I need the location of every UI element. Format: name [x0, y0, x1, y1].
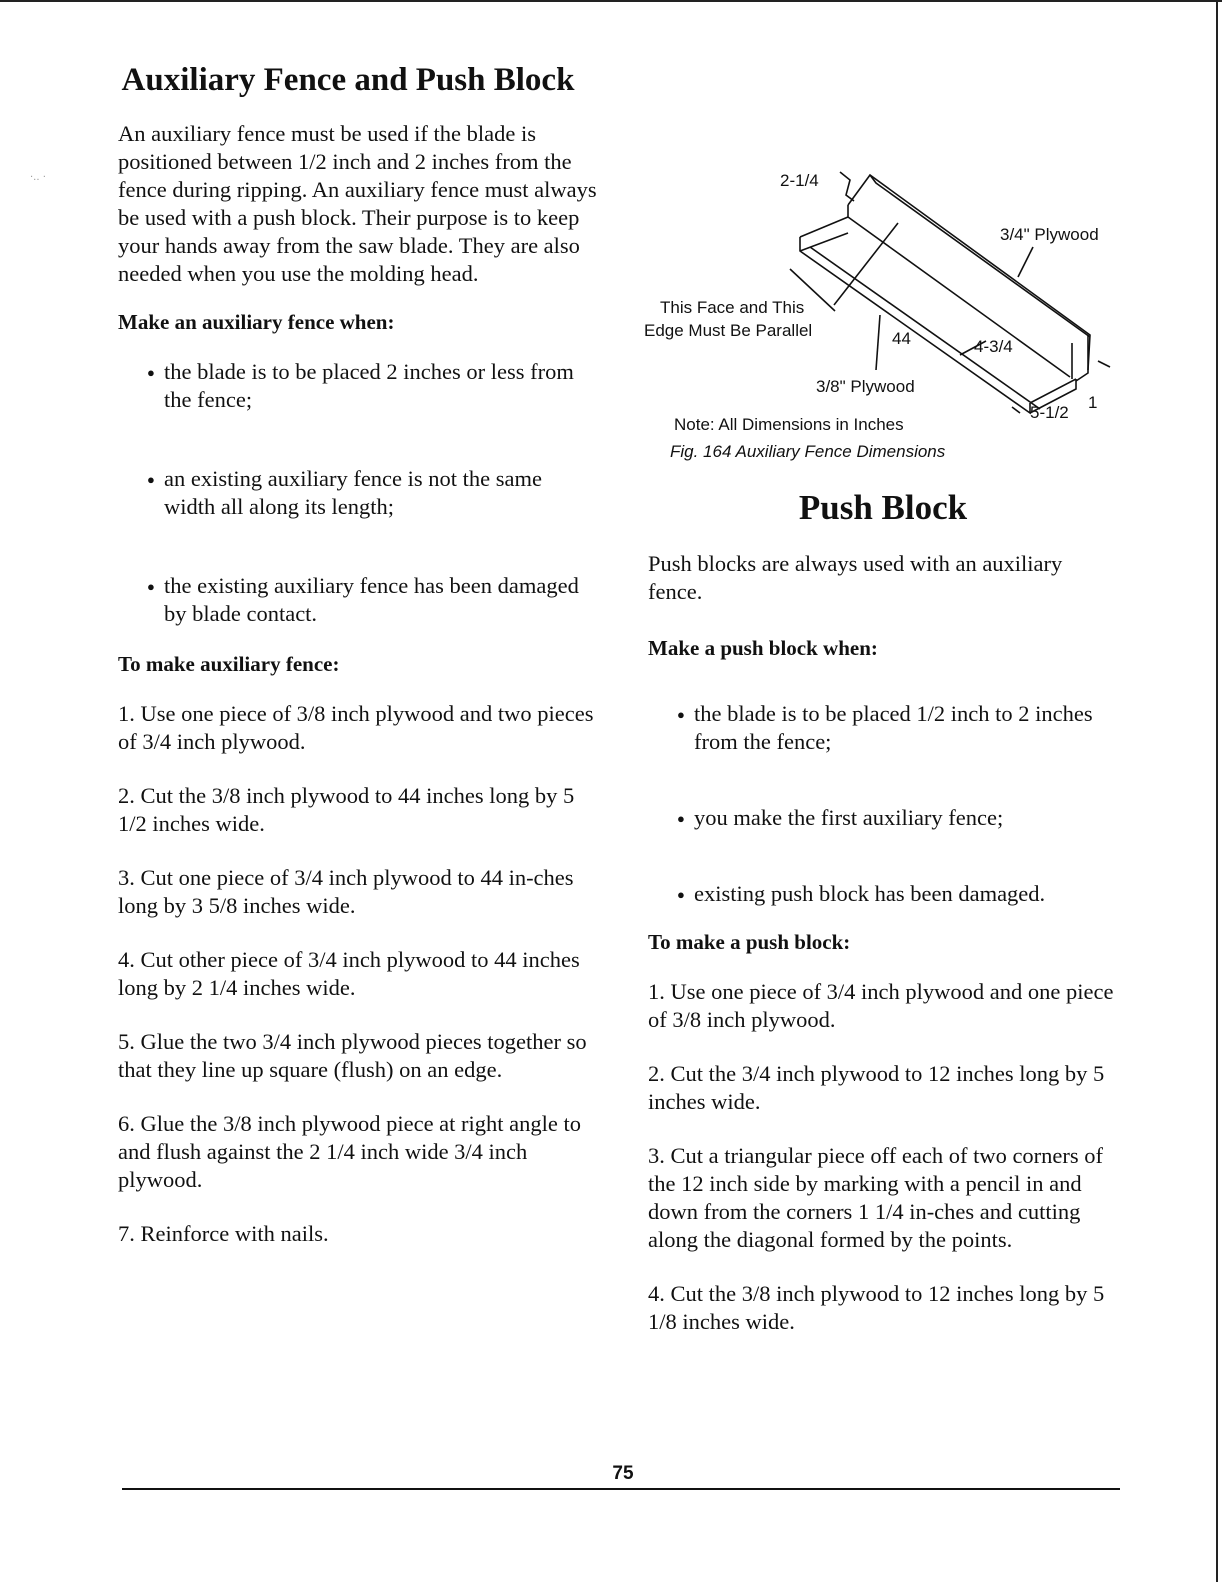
list-item: ● an existing auxiliary fence is not the same width all along its length;: [118, 465, 584, 521]
push-block-intro: Push blocks are always used with an auxiliary fence.: [648, 551, 1063, 604]
step-item: 2. Cut the 3/8 inch plywood to 44 inches long by 5 1/2 inches wide.: [118, 783, 575, 836]
step-item: 7. Reinforce with nails.: [118, 1221, 329, 1246]
step-item: 3. Cut a triangular piece off each of two corners of the 12 inch side by marking with a pencil in and down from the corners 1 1/4 in-ches and cutting along the diagonal formed by the points.: [648, 1143, 1104, 1252]
step-item: 2. Cut the 3/4 inch plywood to 12 inches long by 5 inches wide.: [648, 1061, 1105, 1114]
right-column: [648, 488, 1118, 1362]
figure-caption: Fig. 164 Auxiliary Fence Dimensions: [670, 442, 946, 461]
list-item: ● the blade is to be placed 2 inches or less from the fence;: [118, 358, 584, 414]
step-item: 4. Cut the 3/8 inch plywood to 12 inches long by 5 1/8 inches wide.: [648, 1281, 1105, 1334]
list-item: ● the blade is to be placed 1/2 inch to 2 inches from the fence;: [648, 700, 1114, 756]
base-back-edge: [800, 217, 848, 237]
dim-label-4-3-4: 4-3/4: [974, 337, 1013, 356]
auxiliary-fence-figure: [640, 165, 1140, 465]
leader-5-1-2: [1012, 407, 1020, 413]
auxiliary-fence-steps-heading: To make auxiliary fence:: [118, 652, 340, 676]
dim-label-44: 44: [892, 329, 911, 348]
step-item: 4. Cut other piece of 3/4 inch plywood to 44 inches long by 2 1/4 inches wide.: [118, 947, 580, 1000]
leader-1: [1098, 361, 1110, 367]
step-item: 6. Glue the 3/8 inch plywood piece at right angle to and flush against the 2 1/4 inch wide 3/4 inch plywood.: [118, 1111, 582, 1192]
page-top-border: [0, 0, 1222, 2]
step-item: 3. Cut one piece of 3/4 inch plywood to 44 in-ches long by 3 5/8 inches wide.: [118, 865, 574, 918]
list-item: ● you make the first auxiliary fence;: [648, 804, 1114, 832]
list-item: ● the existing auxiliary fence has been damaged by blade contact.: [118, 572, 584, 628]
push-block-when-list: [648, 700, 1118, 908]
leader-44: [876, 315, 880, 370]
auxiliary-fence-when-list: [118, 358, 598, 628]
page-number: 75: [612, 1463, 634, 1484]
step-item: 1. Use one piece of 3/4 inch plywood and one piece of 3/8 inch plywood.: [648, 979, 1114, 1032]
auxiliary-fence-when-heading: Make an auxiliary fence when:: [118, 310, 395, 334]
leader-plywood-34: [1018, 247, 1033, 277]
dim-label-2-1-4: 2-1/4: [780, 171, 819, 190]
step-item: 1. Use one piece of 3/8 inch plywood and two pieces of 3/4 inch plywood.: [118, 701, 594, 754]
label-plywood-34: 3/4" Plywood: [1000, 225, 1099, 244]
fence-top-edge: [848, 175, 1090, 370]
section-title-push-block: Push Block: [798, 488, 968, 527]
label-parallel-line1: This Face and This: [660, 298, 805, 317]
dim-label-1: 1: [1088, 393, 1098, 412]
left-column: [118, 60, 598, 1274]
auxiliary-fence-intro: An auxiliary fence must be used if the blade is positioned between 1/2 inch and 2 inches from the fence during ripping. An auxiliary fence must always be used with a push block. Their purpose is to keep your hands away from the saw blade. They are also needed when you use the molding head.: [118, 121, 597, 286]
step-item: 5. Glue the two 3/4 inch plywood pieces together so that they line up square (flush) on an edge.: [118, 1029, 587, 1082]
figure-note: Note: All Dimensions in Inches: [674, 415, 904, 434]
label-parallel-line2: Edge Must Be Parallel: [644, 321, 813, 340]
push-block-when-heading: Make a push block when:: [648, 636, 878, 660]
page-right-border: [1216, 0, 1218, 1582]
list-item: ● existing push block has been damaged.: [648, 880, 1114, 908]
dim-label-5-1-2: 5-1/2: [1030, 403, 1069, 422]
footer-rule: [122, 1488, 1120, 1490]
base-end-top: [1030, 379, 1076, 403]
section-title-auxiliary-fence: Auxiliary Fence and Push Block: [121, 62, 575, 98]
push-block-steps-heading: To make a push block:: [648, 930, 851, 954]
label-plywood-38: 3/8" Plywood: [816, 377, 915, 396]
base-back-lower: [800, 233, 848, 251]
leader-2-1-4: [840, 172, 854, 201]
scan-speck: ·.. ·: [30, 172, 46, 183]
fence-end: [1076, 335, 1088, 381]
